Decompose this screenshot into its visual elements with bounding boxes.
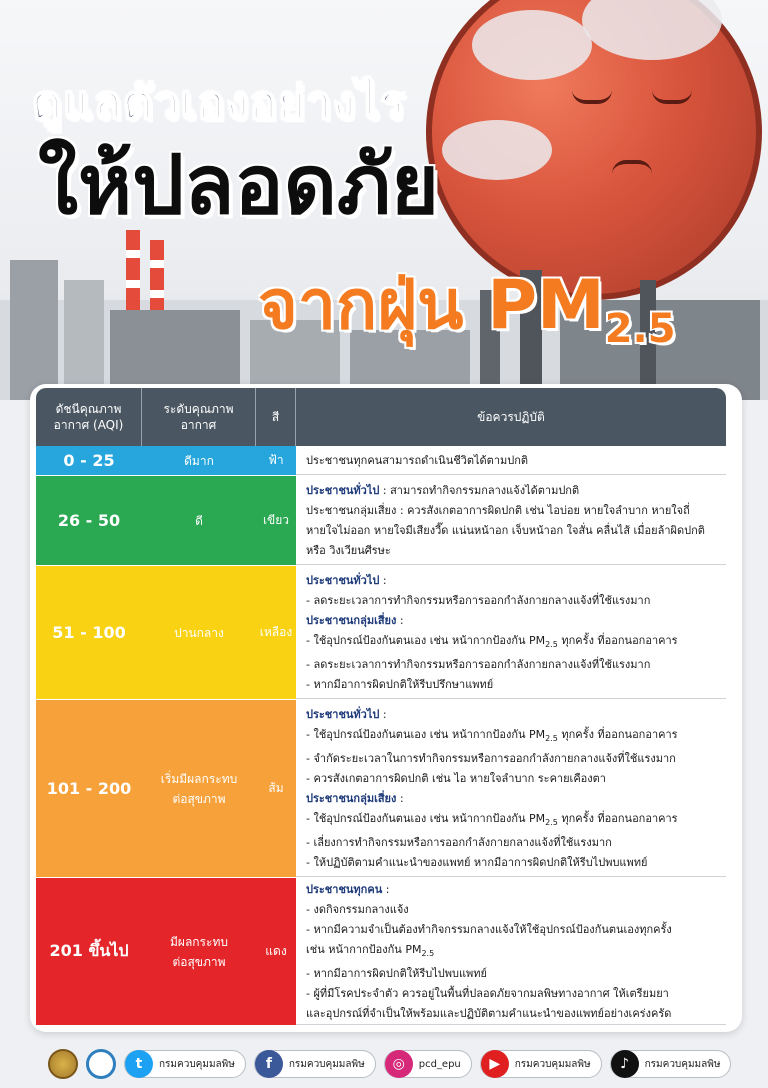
hero-banner (0, 0, 768, 400)
social-link-youtube[interactable] (480, 1050, 602, 1078)
advice-line: - ใช้อุปกรณ์ป้องกันตนเอง เช่น หน้ากากป้องกัน $PM_{2.5}$ ทุกครั้ง ที่ออกนอกอาคาร (306, 812, 678, 828)
advice-line: - ให้ปฏิบัติตามคำแนะนำของแพทย์ หากมีอาการผิดปกติให้รีบไปพบแพทย์ (306, 856, 648, 870)
aqi-advice-table (36, 388, 726, 1026)
advice-line: ประชาชนทั่วไป : (306, 707, 387, 721)
advice-cell (296, 446, 726, 475)
advice-line: ประชาชนทุกคนสามารถดำเนินชีวิตได้ตามปกติ (306, 454, 529, 467)
table-row (36, 700, 726, 878)
aqi-range: 51 - 100 (36, 566, 142, 699)
color-name: เหลือง (256, 566, 296, 699)
advice-cell (296, 700, 726, 877)
advice-line: - หากมีความจำเป็นต้องทำกิจกรรมกลางแจ้งให้ใช้อุปกรณ์ป้องกันตนเองทุกครั้ง (306, 922, 672, 936)
title-line-2: ให้ปลอดภัย (38, 138, 439, 233)
pcd-logo (86, 1049, 116, 1079)
group-heading: ประชาชนกลุ่มเสี่ยง (306, 613, 397, 627)
advice-line: - ลดระยะเวลาการทำกิจกรรมหรือการออกกำลังกายกลางแจ้งที่ใช้แรงมาก (306, 593, 651, 607)
advice-line: - ลดระยะเวลาการทำกิจกรรมหรือการออกกำลังกายกลางแจ้งที่ใช้แรงมาก (306, 658, 651, 672)
group-heading: ประชาชนทุกคน (306, 882, 383, 896)
col-header-aqi: ดัชนีคุณภาพ อากาศ (AQI) (36, 388, 142, 446)
air-quality-level: ดีมาก (142, 446, 256, 475)
tiktok-icon: ♪ (611, 1050, 639, 1078)
advice-line: หายใจไม่ออก หายใจมีเสียงวี๊ด แน่นหน้าอก เจ็บหน้าอก ใจสั่น คลื่นไส้ เมื่อยล้าผิดปกติ (306, 524, 705, 537)
advice-cell (296, 878, 726, 1025)
aqi-range: 0 - 25 (36, 446, 142, 475)
advice-cell (296, 476, 726, 565)
social-link-twitter[interactable] (124, 1050, 246, 1078)
table-row (36, 446, 726, 476)
table-row (36, 566, 726, 700)
air-quality-level: ดี (142, 476, 256, 565)
air-quality-level: ปานกลาง (142, 566, 256, 699)
social-label: กรมควบคุมมลพิษ (288, 1058, 365, 1070)
youtube-icon: ▶ (481, 1050, 509, 1078)
advice-line: ประชาชนทั่วไป : สามารถทำกิจกรรมกลางแจ้งได้ตามปกติ (306, 484, 580, 497)
social-label: pcd_epu (418, 1058, 461, 1070)
advice-line: ประชาชนทั่วไป : (306, 573, 387, 587)
advice-line: - ผู้ที่มีโรคประจำตัว ควรอยู่ในพื้นที่ปลอดภัยจากมลพิษทางอากาศ ให้เตรียมยา (306, 987, 669, 1001)
social-link-facebook[interactable] (254, 1050, 376, 1078)
advice-line: เช่น หน้ากากป้องกัน $PM_{2.5}$ (306, 942, 435, 959)
group-heading: ประชาชนทั่วไป (306, 573, 380, 587)
social-link-tiktok[interactable] (610, 1050, 732, 1078)
color-name: ฟ้า (256, 446, 296, 475)
aqi-range: 101 - 200 (36, 700, 142, 877)
color-name: ส้ม (256, 700, 296, 877)
col-header-quality: ระดับคุณภาพ อากาศ (142, 388, 256, 446)
advice-line: ประชาชนกลุ่มเสี่ยง : (306, 792, 404, 805)
ministry-seal-logo (48, 1049, 78, 1079)
table-body (36, 446, 726, 1026)
social-label: กรมควบคุมมลพิษ (159, 1058, 235, 1070)
color-name: เขียว (256, 476, 296, 565)
footer-social-bar (0, 1040, 768, 1088)
advice-line: ประชาชนกลุ่มเสี่ยง : ควรสังเกตอาการผิดปกติ เช่น ไอบ่อย หายใจลำบาก หายใจถี่ (306, 504, 690, 517)
aqi-range: 26 - 50 (36, 476, 142, 565)
table-row (36, 476, 726, 566)
col-header-advice: ข้อควรปฏิบัติ (477, 410, 545, 424)
social-links (116, 1050, 731, 1078)
social-label: กรมควบคุมมลพิษ (644, 1058, 721, 1070)
col-header-color: สี (256, 388, 296, 446)
instagram-icon: ◎ (385, 1050, 413, 1078)
group-heading: ประชาชนทั่วไป (306, 484, 380, 497)
advice-line: - เลี่ยงการทำกิจกรรมหรือการออกกำลังกายกลางแจ้งที่ใช้แรงมาก (306, 836, 612, 850)
advice-line: - หากมีอาการผิดปกติให้รีบปรึกษาแพทย์ (306, 678, 494, 692)
advice-line: ประชาชนทุกคน : (306, 882, 390, 896)
advice-line: และอุปกรณ์ที่จำเป็นให้พร้อมและปฏิบัติตามคำแนะนำของแพทย์อย่างเคร่งครัด (306, 1007, 672, 1021)
social-link-instagram[interactable] (384, 1050, 472, 1078)
advice-line: - ใช้อุปกรณ์ป้องกันตนเอง เช่น หน้ากากป้องกัน $PM_{2.5}$ ทุกครั้ง ที่ออกนอกอาคาร (306, 633, 678, 650)
group-heading: ประชาชนกลุ่มเสี่ยง (306, 792, 397, 805)
air-quality-level: เริ่มมีผลกระทบ ต่อสุขภาพ (142, 700, 256, 877)
advice-line: - จำกัดระยะเวลาในการทำกิจกรรมหรือการออกกำลังกายกลางแจ้งที่ใช้แรงมาก (306, 752, 676, 765)
facebook-icon: f (255, 1050, 283, 1078)
color-name: แดง (256, 878, 296, 1025)
aqi-range: 201 ขึ้นไป (36, 878, 142, 1025)
title-line-1: ดูแลตัวเองอย่างไร (32, 75, 406, 129)
table-header (36, 388, 726, 446)
title-line-3: จากฝุ่น $PM_{2.5}$ (258, 266, 676, 352)
advice-line: - ใช้อุปกรณ์ป้องกันตนเอง เช่น หน้ากากป้องกัน $PM_{2.5}$ ทุกครั้ง ที่ออกนอกอาคาร (306, 727, 678, 743)
advice-cell (296, 566, 726, 699)
group-heading: ประชาชนทั่วไป (306, 707, 380, 721)
advice-line: - หากมีอาการผิดปกติให้รีบไปพบแพทย์ (306, 967, 488, 981)
social-label: กรมควบคุมมลพิษ (514, 1058, 591, 1070)
table-row (36, 878, 726, 1026)
advice-line: - ควรสังเกตอาการผิดปกติ เช่น ไอ หายใจลำบาก ระคายเคืองตา (306, 772, 606, 785)
advice-line: - งดกิจกรรมกลางแจ้ง (306, 902, 409, 916)
air-quality-level: มีผลกระทบ ต่อสุขภาพ (142, 878, 256, 1025)
advice-line: ประชาชนกลุ่มเสี่ยง : (306, 613, 404, 627)
advice-line: หรือ วิงเวียนศีรษะ (306, 544, 391, 557)
twitter-icon: t (125, 1050, 153, 1078)
